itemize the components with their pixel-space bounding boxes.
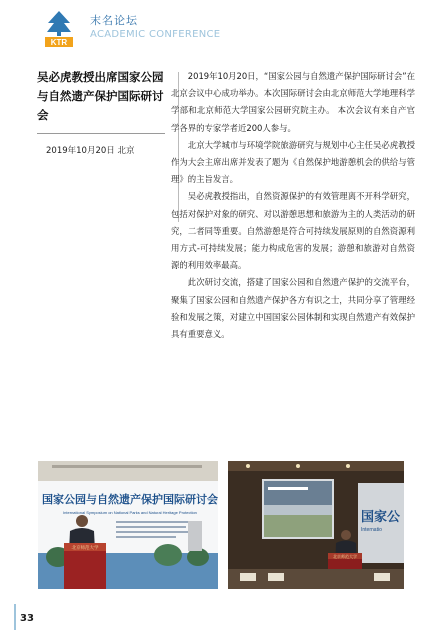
banner-subtitle: International Symposium on National Parks and Natural Heritage Protection — [63, 510, 197, 515]
body-paragraph: 吴必虎教授指出，自然资源保护的有效管理离不开科学研究，包括对保护对象的研究、对以游憩思想和旅游为主的人类活动的研究，二者同等重要。自然游憩是符合可持续发展原则的自然资源利用方式-可持续发展；能力构成危害的发展；游憩和旅游对自然资源的利用效率最高。 — [171, 191, 415, 271]
page-number-accent — [14, 604, 16, 630]
body-paragraph: 2019年10月20日，“国家公园与自然遗产保护国际研讨会”在北京会议中心成功举办。本次国际研讨会由北京师范大学地理科学学部和北京师范大学国家公园研究院主办。 本次会议有来自产官学各界的专家学者近200人参与。 — [171, 71, 415, 133]
journal-logo — [44, 10, 74, 48]
section-name: ACADEMIC CONFERENCE — [90, 29, 221, 40]
article-body — [171, 68, 415, 343]
article-dateline: 2019年10月20日 北京 — [46, 146, 135, 156]
page-number: 33 — [20, 613, 34, 624]
backdrop-title: 国家公 — [361, 510, 401, 525]
backdrop-subtitle: Internatio — [361, 527, 382, 533]
title-divider — [37, 133, 165, 134]
banner-title: 国家公园与自然遗产保护国际研讨会 — [42, 493, 218, 506]
logo-text: KTR — [50, 38, 68, 47]
journal-header — [44, 10, 244, 50]
photo-speaker-banner — [38, 461, 218, 589]
podium-label: 北京师范大学 — [333, 554, 357, 559]
photo-speaker-screen — [228, 461, 404, 589]
body-paragraph: 北京大学城市与环境学院旅游研究与规划中心主任吴必虎教授作为大会主席出席并发表了题为《自然保护地游憩机会的供给与管理》的主旨发言。 — [171, 139, 415, 185]
body-paragraph: 此次研讨交流，搭建了国家公园和自然遗产保护的交流平台，聚集了国家公园和自然遗产保护各方有识之士，共同分享了管理经验和发展之策，对建立中国国家公园体制和实现自然遗产有效保护具有重要意义。 — [171, 277, 415, 340]
podium-label: 北京师范大学 — [71, 546, 99, 551]
article-title: 吴必虎教授出席国家公园与自然遗产保护国际研讨会 — [37, 70, 164, 122]
journal-name: 末名论坛 — [90, 14, 138, 27]
